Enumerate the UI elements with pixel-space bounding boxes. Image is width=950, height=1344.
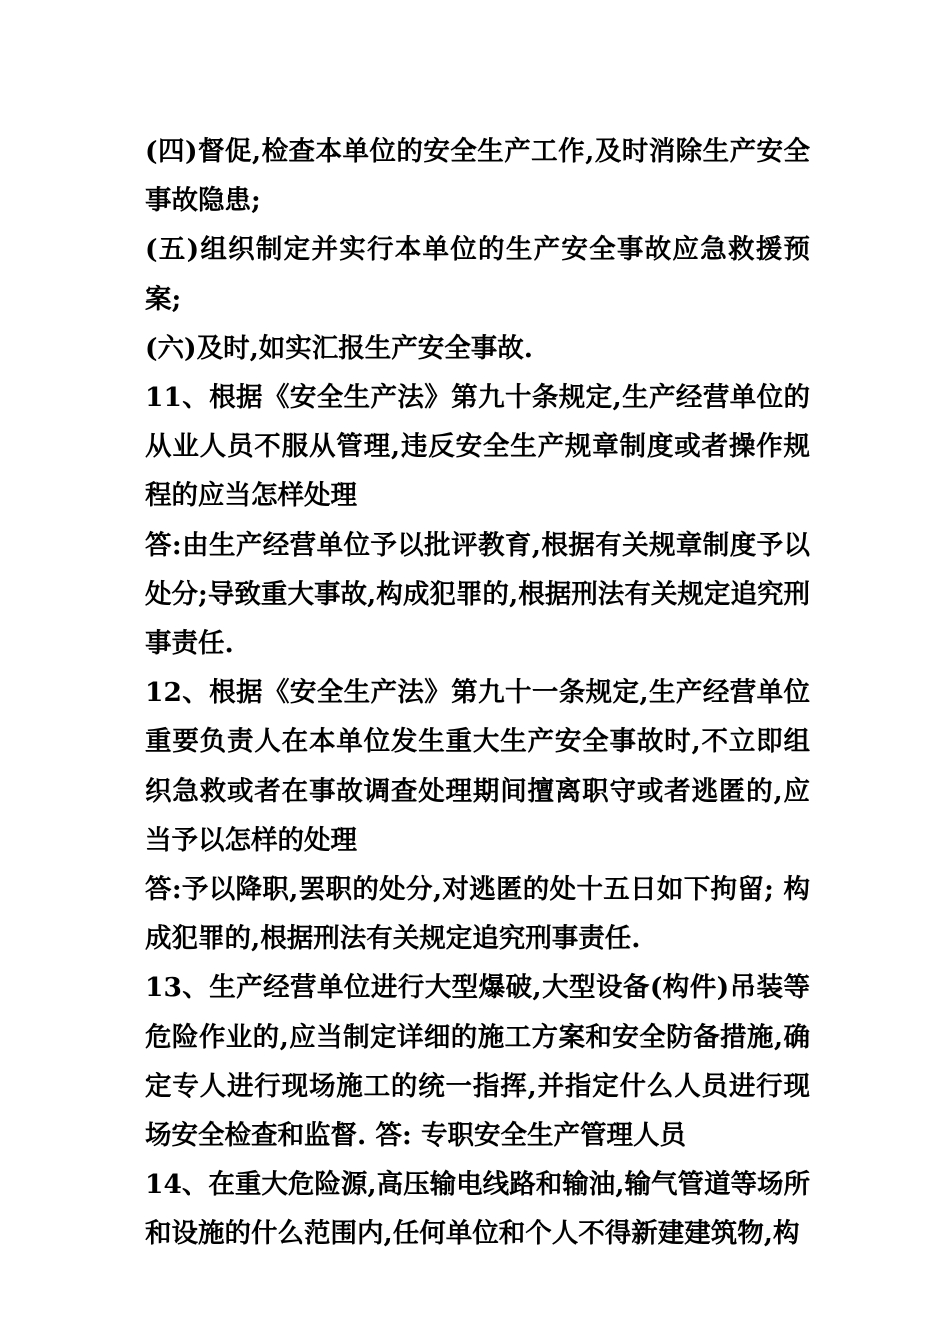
question-14: 14、在重大危险源,高压输电线路和输油,输气管道等场所和设施的什么范围内,任何单位和个人不得新建建筑物,构 (145, 1169, 810, 1250)
question-12: 12、根据《安全生产法》第九十一条规定,生产经营单位重要负责人在本单位发生重大生产安全事故时,不立即组织急救或者在事故调查处理期间擅离职守或者逃匿的,应当予以怎样的处理 (145, 677, 810, 856)
paragraph-item-6: (六)及时,如实汇报生产安全事故. (145, 332, 534, 364)
question-13: 13、生产经营单位进行大型爆破,大型设备(构件)吊装等危险作业的,应当制定详细的施工方案和安全防备措施,确定专人进行现场施工的统一指挥,并指定什么人员进行现场安全检查和监督. 答: 专职安全生产管理人员 (145, 972, 810, 1152)
answer-11: 答:由生产经营单位予以批评教育,根据有关规章制度予以处分;导致重大事故,构成犯罪的,根据刑法有关规定追究刑事责任. (145, 529, 810, 660)
paragraph-item-5: (五)组织制定并实行本单位的生产安全事故应急救援预案; (145, 234, 810, 315)
answer-12: 答:予以降职,罢职的处分,对逃匿的处十五日如下拘留; 构成犯罪的,根据刑法有关规定追究刑事责任. (145, 874, 810, 955)
paragraph-item-4: (四)督促,检查本单位的安全生产工作,及时消除生产安全事故隐患; (145, 136, 810, 217)
question-11: 11、根据《安全生产法》第九十条规定,生产经营单位的从业人员不服从管理,违反安全生产规章制度或者操作规程的应当怎样处理 (145, 382, 810, 512)
document-body (145, 127, 810, 1259)
